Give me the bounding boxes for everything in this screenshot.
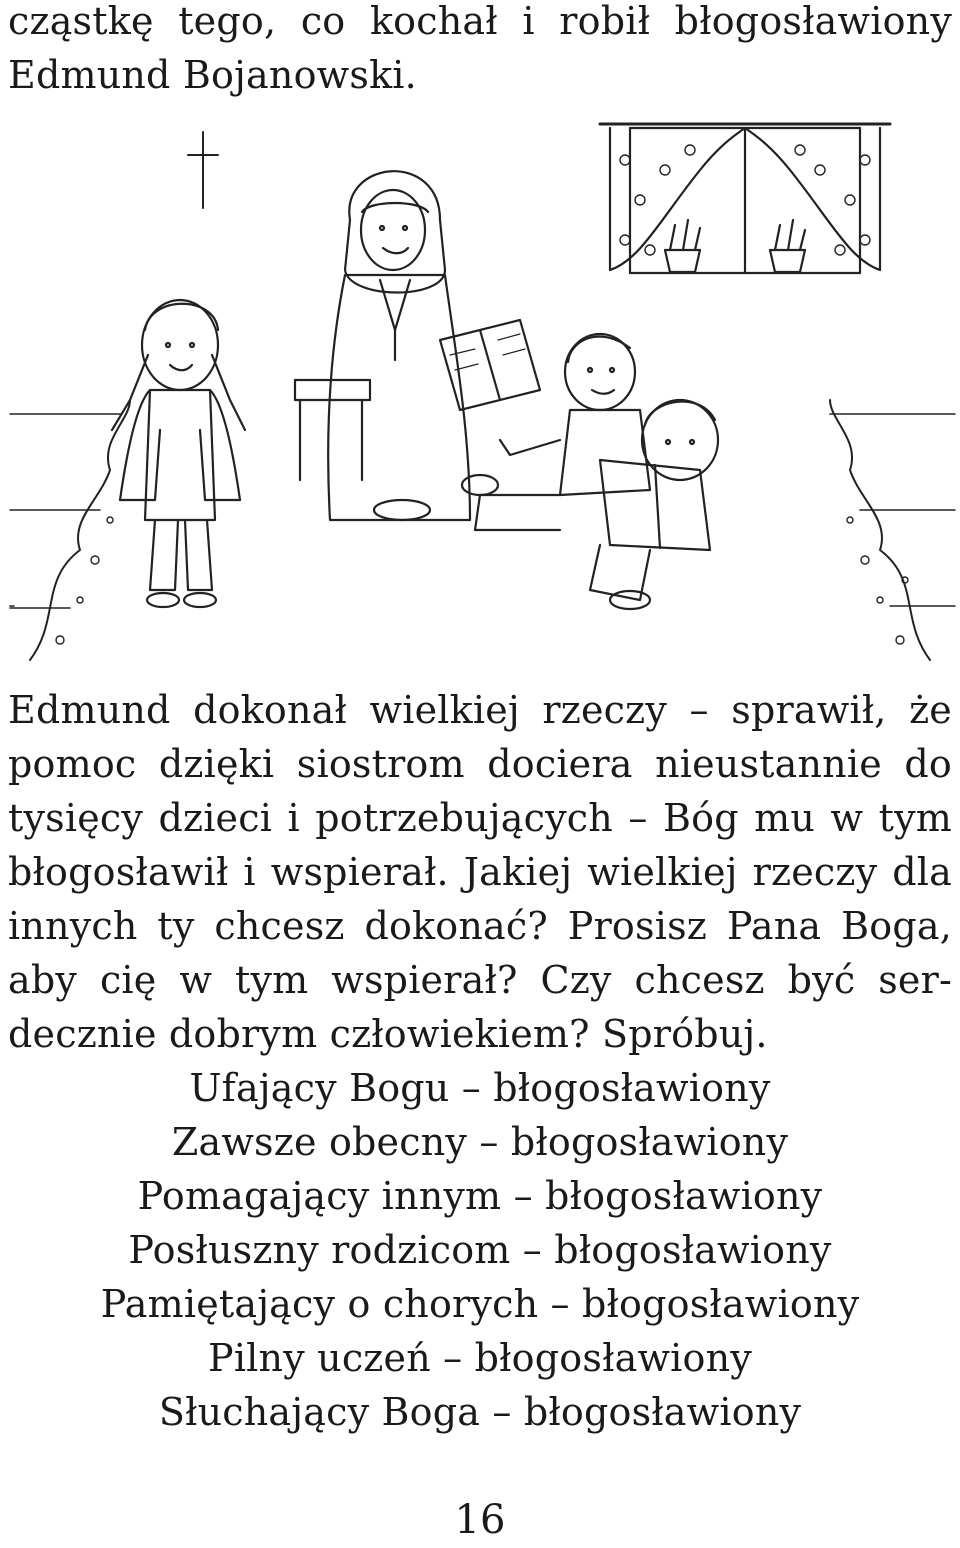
paragraph-line-7: decznie dobrym człowiekiem? Spróbuj. — [8, 1012, 768, 1056]
coloring-illustration-icon — [0, 100, 960, 680]
litany-line-5: Pamiętający o chorych – błogosławiony — [100, 1282, 860, 1326]
paragraph-line-5: innych ty chcesz dokonać? Prosisz Pana Boga, — [8, 904, 952, 948]
girl-figure — [112, 300, 245, 607]
litany-line-7: Słuchający Boga – błogosławiony — [158, 1390, 802, 1434]
litany-line-1: Ufający Bogu – błogosławiony — [189, 1066, 771, 1110]
rug-right-edge — [830, 400, 930, 660]
paragraph-line-3: tysięcy dzieci i potrzebujących – Bóg mu w tym — [8, 796, 952, 840]
paragraph-line-2: pomoc dzięki siostrom dociera nieustannie do — [8, 742, 952, 786]
stool — [295, 380, 370, 480]
page-number: 16 — [454, 1497, 506, 1543]
litany-line-2: Zawsze obecny – błogosławiony — [171, 1120, 789, 1164]
litany-line-4: Posłuszny rodzicom – błogosławiony — [128, 1228, 832, 1272]
litany-line-3: Pomagający innym – błogosławiony — [137, 1174, 823, 1218]
reading-boy-figure — [590, 400, 718, 609]
intro-line-1: cząstkę tego, co kochał i robił błogosławiony — [8, 0, 952, 43]
intro-line-2: Edmund Bojanowski. — [8, 53, 417, 97]
paragraph-line-4: błogosławił i wspierał. Jakiej wielkiej rzeczy dla — [8, 850, 952, 894]
rug-left-edge — [30, 400, 130, 660]
paragraph-line-1: Edmund dokonał wielkiej rzeczy – sprawił, że — [8, 688, 952, 732]
window-icon — [600, 124, 890, 273]
paragraph-line-6: aby cię w tym wspierał? Czy chcesz być ser- — [8, 958, 952, 1002]
litany-line-6: Pilny uczeń – błogosławiony — [208, 1336, 752, 1380]
cross-icon — [188, 132, 218, 208]
nun-figure — [328, 171, 540, 520]
